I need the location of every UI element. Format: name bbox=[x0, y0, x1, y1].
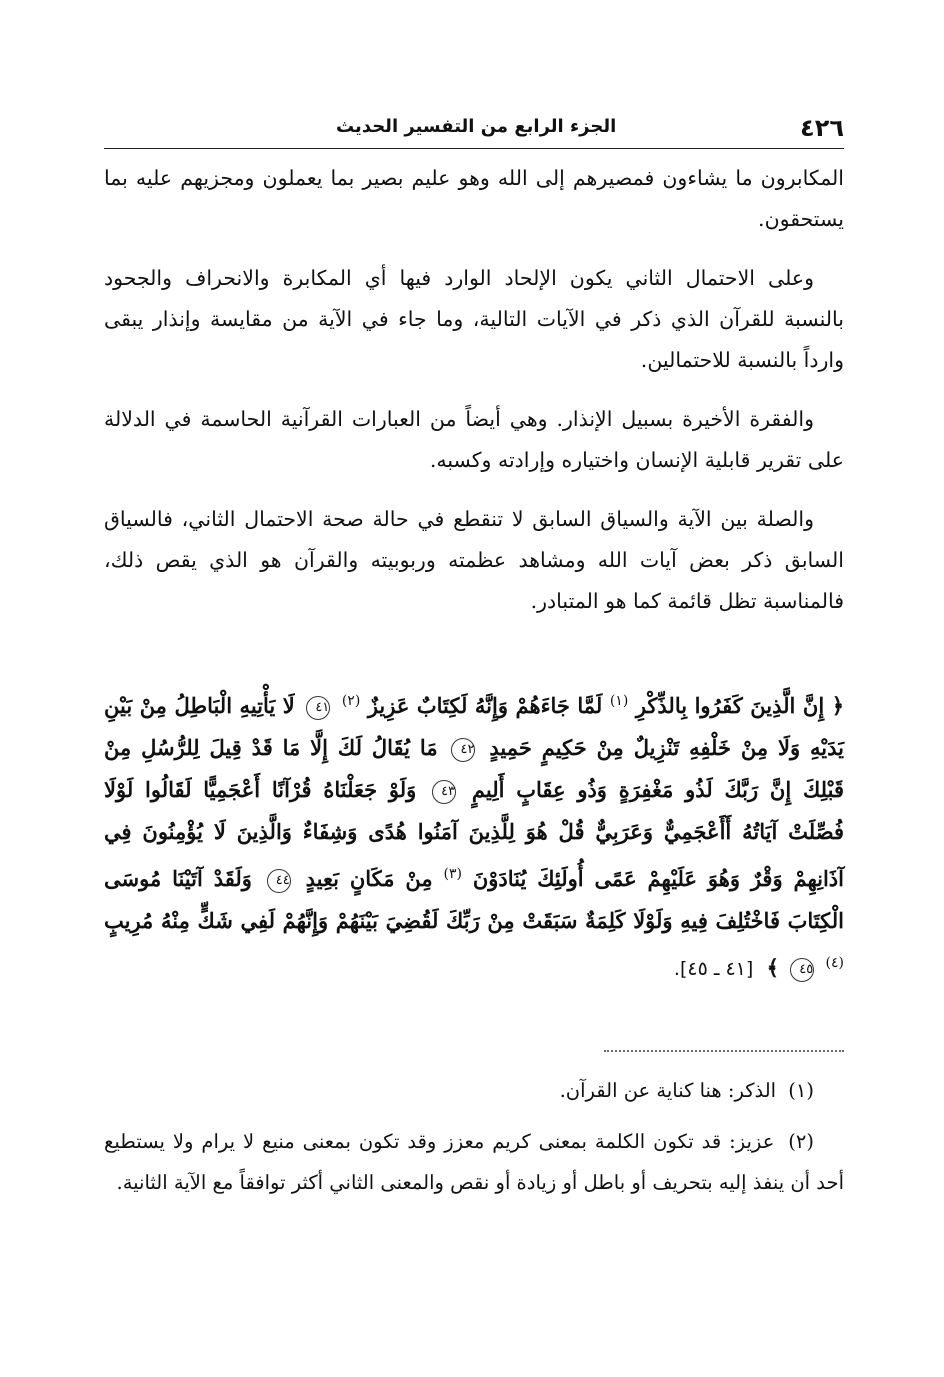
quran-close-bracket: ﴾ bbox=[766, 955, 779, 980]
footnote-marker: (١) bbox=[609, 693, 629, 709]
footnote bbox=[104, 1121, 844, 1203]
main-text bbox=[104, 158, 844, 640]
quran-text-segment: لَمَّا جَاءَهُمْ وَإِنَّهُ لَكِتَابٌ عَزِيزٌ bbox=[367, 693, 603, 718]
footnote-marker: (٤) bbox=[825, 955, 844, 971]
footnote-divider bbox=[604, 1050, 844, 1052]
quran-text-segment: مَا يُقَالُ لَكَ إِلَّا مَا قَدْ قِيلَ لِلرُّسُلِ مِنْ قَبْلِكَ إِنَّ رَبَّكَ لَذُو مَغْفِرَةٍ وَذُو عِقَابٍ أَلِيمٍ bbox=[104, 735, 844, 802]
verse-reference: [٤١ ـ ٤٥]. bbox=[673, 958, 754, 980]
quran-text-segment: وَلَوْ جَعَلْنَاهُ قُرْآنًا أَعْجَمِيًّا لَقَالُوا لَوْلَا فُصِّلَتْ آيَاتُهُ أَأَعْجَمِيٌّ وَعَرَبِيٌّ قُلْ هُوَ لِلَّذِينَ آمَنُوا هُدًى وَشِفَاءٌ وَالَّذِينَ لَا يُؤْمِنُونَ فِي آذَانِهِمْ وَقْرٌ وَهُوَ عَلَيْهِمْ عَمًى أُولَئِكَ يُنَادَوْنَ bbox=[104, 777, 844, 891]
quran-verses-block bbox=[104, 680, 844, 990]
footnote-number: (٢) bbox=[788, 1130, 814, 1153]
paragraph-continuation: المكابرون ما يشاءون فمصيرهم إلى الله وهو عليم بصير بما يعملون ومجزيهم عليه بما يستحقون. bbox=[104, 166, 844, 231]
running-title: الجزء الرابع من التفسير الحديث bbox=[336, 116, 617, 137]
ayah-number-marker: ٤١ bbox=[306, 696, 330, 720]
footnote-number: (١) bbox=[788, 1079, 814, 1102]
paragraph: والصلة بين الآية والسياق السابق لا تنقطع في حالة صحة الاحتمال الثاني، فالسياق السابق ذكر بعض آيات الله ومشاهد عظمته وربوبيته والقرآن هو الذي يقص ذلك، فالمناسبة تظل قائمة كما هو المتبادر. bbox=[104, 507, 844, 613]
quran-text-segment: مِنْ مَكَانٍ بَعِيدٍ bbox=[305, 866, 433, 891]
ayah-number-marker: ٤٥ bbox=[790, 958, 814, 982]
footnotes-section bbox=[104, 1070, 844, 1213]
paragraph: والفقرة الأخيرة بسبيل الإنذار. وهي أيضاً من العبارات القرآنية الحاسمة في الدلالة على تقرير قابلية الإنسان واختياره وإرادته وكسبه. bbox=[104, 407, 844, 472]
page-number: ٤٢٦ bbox=[800, 114, 844, 142]
footnote-text: الذكر: هنا كناية عن القرآن. bbox=[559, 1079, 777, 1102]
ayah-number-marker: ٤٣ bbox=[432, 780, 456, 804]
quran-text-segment: وَلَقَدْ آتَيْنَا مُوسَى الْكِتَابَ فَاخْتُلِفَ فِيهِ وَلَوْلَا كَلِمَةٌ سَبَقَتْ مِنْ رَبِّكَ لَقُضِيَ بَيْنَهُمْ وَإِنَّهُمْ لَفِي شَكٍّ مِنْهُ مُرِيبٍ bbox=[104, 866, 844, 933]
quran-open-bracket: ﴿ bbox=[831, 693, 845, 718]
quran-text-segment: لَا يَأْتِيهِ الْبَاطِلُ مِنْ بَيْنِ يَدَيْهِ وَلَا مِنْ خَلْفِهِ تَنْزِيلٌ مِنْ حَكِيمٍ حَمِيدٍ bbox=[104, 693, 844, 760]
ayah-number-marker: ٤٢ bbox=[451, 738, 475, 762]
footnote-marker: (٢) bbox=[341, 693, 361, 709]
quran-text-segment: إِنَّ الَّذِينَ كَفَرُوا بِالذِّكْرِ bbox=[635, 693, 825, 718]
footnote bbox=[104, 1070, 844, 1111]
page-header bbox=[104, 108, 844, 149]
ayah-number-marker: ٤٤ bbox=[267, 869, 291, 893]
paragraph: وعلى الاحتمال الثاني يكون الإلحاد الوارد فيها أي المكابرة والانحراف والجحود بالنسبة للقرآن الذي ذكر في الآيات التالية، وما جاء في الآية من مقايسة وإنذار يبقى وارداً بالنسبة للاحتمالين. bbox=[104, 266, 844, 372]
footnote-text: عزيز: قد تكون الكلمة بمعنى كريم معزز وقد تكون بمعنى منيع لا يرام ولا يستطيع أحد أن ينفذ إليه بتحريف أو باطل أو زيادة أو نقص والمعنى الثاني أكثر توافقاً مع الآية الثانية. bbox=[104, 1130, 844, 1194]
footnote-marker: (٣) bbox=[443, 866, 462, 882]
